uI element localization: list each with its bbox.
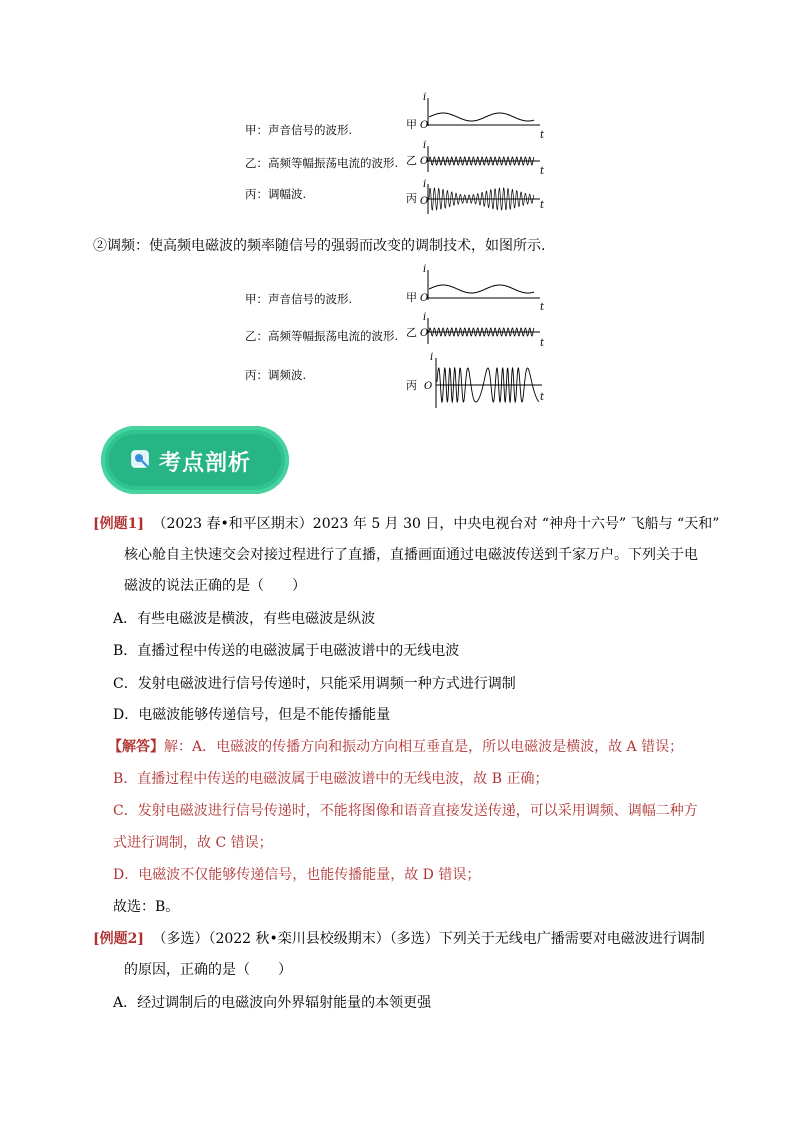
svg-text:i: i [430, 352, 434, 363]
svg-text:t: t [540, 338, 545, 349]
example1-stem-line-2: 核心舱自主快速交会对接过程进行了直播，直播画面通过电磁波传送到千家万户。下列关于电 [124, 547, 698, 563]
figure2-mark-bing: 丙 [406, 379, 417, 392]
example1-option-c: C．发射电磁波进行信号传递时，只能采用调频一种方式进行调制 [113, 676, 516, 692]
example1-answer-line-4: 式进行调制，故 C 错误； [113, 835, 273, 851]
section-badge-text: 考点剖析 [159, 451, 252, 476]
figure2-label-jia: 甲：声音信号的波形. [245, 292, 353, 306]
figure1-label-jia: 甲：声音信号的波形. [245, 123, 353, 137]
figure1-mark-bing: 丙 [406, 192, 417, 205]
magnifier-icon [131, 450, 151, 470]
example1-stem-line-1: （2023 春•和平区期末）2023 年 5 月 30 日，中央电视台对 “神舟十六号” 飞船与 “天和” [152, 516, 720, 532]
svg-text:O: O [420, 293, 429, 304]
figure2-label-yi: 乙：高频等幅振荡电流的波形. [245, 329, 399, 343]
svg-text:i: i [423, 92, 427, 103]
svg-text:i: i [423, 179, 427, 190]
example1-answer-tag: 【解答】 [108, 739, 164, 755]
example2-stem-line-1: （多选）（2022 秋•栾川县校级期末）（多选）下列关于无线电广播需要对电磁波进行调制 [152, 931, 705, 947]
figure1-waveforms [402, 92, 552, 217]
figure1-mark-jia: 甲 [406, 118, 417, 131]
figure2-intro: ②调频：使高频电磁波的频率随信号的强弱而改变的调制技术，如图所示. [93, 238, 546, 254]
example1-tag: [例题1] [93, 516, 144, 532]
figure2-label-bing: 丙：调频波. [245, 368, 307, 382]
figure2-wave-jia [429, 285, 534, 293]
example1-option-b: B．直播过程中传送的电磁波属于电磁波谱中的无线电波 [113, 643, 460, 659]
svg-text:O: O [420, 120, 429, 131]
svg-text:O: O [424, 381, 433, 392]
example2-option-a: A．经过调制后的电磁波向外界辐射能量的本领更强 [113, 995, 432, 1011]
svg-text:t: t [540, 302, 545, 313]
example2-tag: [例题2] [93, 931, 144, 947]
example1-answer-line-1: 解：A．电磁波的传播方向和振动方向相互垂直是，所以电磁波是横波，故 A 错误； [164, 739, 684, 755]
svg-text:i: i [423, 264, 427, 275]
example1-answer-line-3: C．发射电磁波进行信号传递时，不能将图像和语音直接发送传递，可以采用调频、调幅二种方 [113, 803, 698, 819]
svg-text:i: i [423, 140, 427, 151]
figure2-mark-jia: 甲 [406, 291, 417, 304]
svg-text:O: O [420, 328, 429, 339]
svg-text:t: t [540, 166, 545, 177]
figure1-label-yi: 乙：高频等幅振荡电流的波形. [245, 156, 399, 170]
example1-option-a: A．有些电磁波是横波，有些电磁波是纵波 [113, 611, 376, 627]
example1-option-d: D．电磁波能够传递信号，但是不能传播能量 [113, 707, 391, 723]
svg-text:O: O [420, 196, 429, 207]
section-badge [101, 426, 289, 494]
example1-answer-line-5: D．电磁波不仅能够传递信号，也能传播能量，故 D 错误； [113, 867, 481, 883]
figure2-mark-yi: 乙 [406, 326, 417, 339]
svg-text:t: t [540, 130, 545, 141]
figure1-mark-yi: 乙 [406, 154, 417, 167]
example2-stem-line-2: 的原因，正确的是（ ） [124, 962, 292, 978]
example1-answer-line-2: B．直播过程中传送的电磁波属于电磁波谱中的无线电波，故 B 正确； [113, 771, 549, 787]
figure2-waveforms [402, 264, 552, 414]
example1-stem-line-3: 磁波的说法正确的是（ ） [124, 578, 306, 594]
svg-text:t: t [540, 200, 545, 211]
svg-text:O: O [420, 156, 429, 167]
svg-text:i: i [423, 312, 427, 323]
figure1-wave-jia [429, 113, 534, 121]
svg-text:t: t [540, 392, 545, 403]
example1-choice: 故选：B。 [113, 899, 180, 915]
figure1-label-bing: 丙：调幅波. [245, 187, 307, 201]
